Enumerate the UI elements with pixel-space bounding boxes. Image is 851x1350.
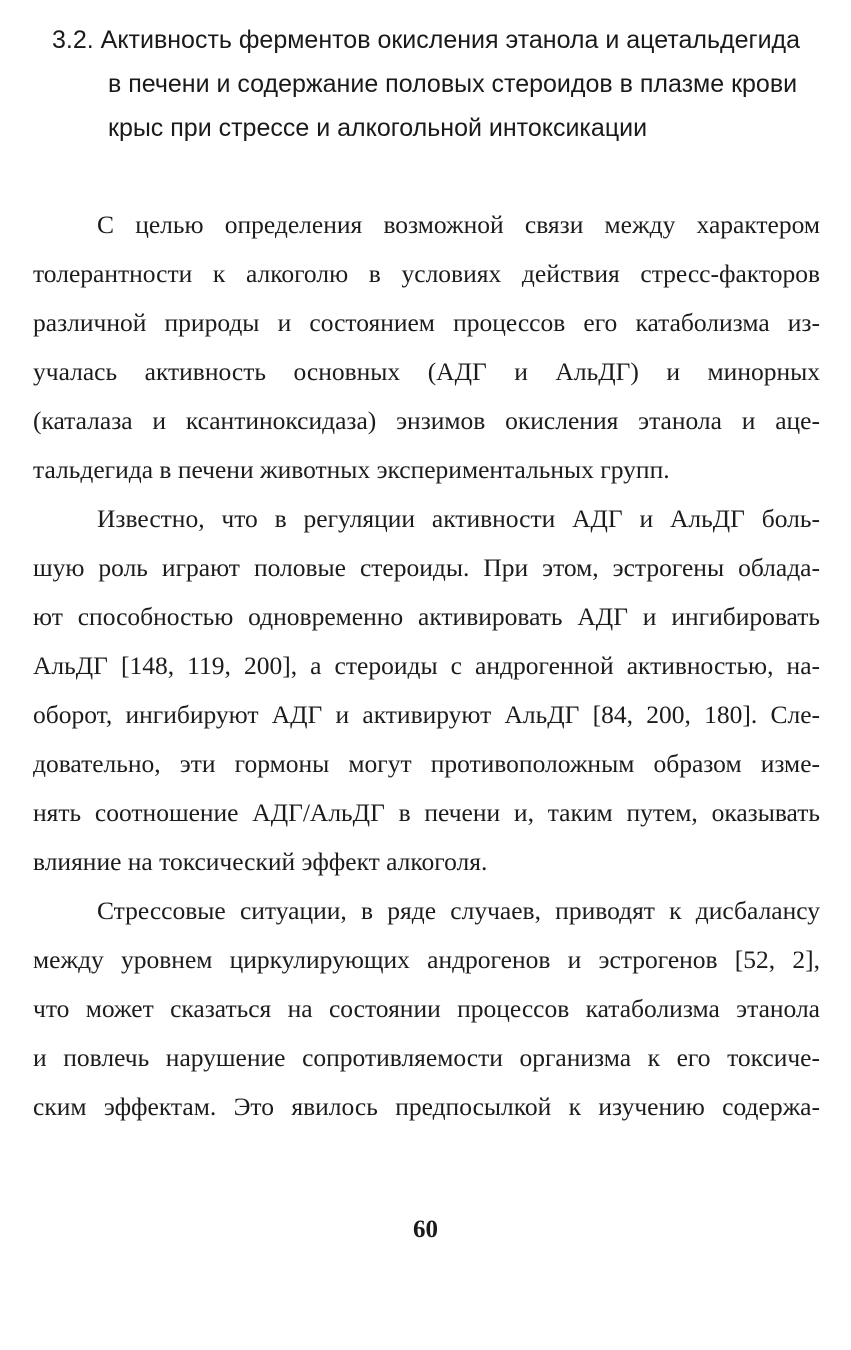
section-heading-line: крыс при стрессе и алкогольной интоксикации — [108, 114, 648, 142]
page-number: 60 — [413, 1216, 438, 1243]
paragraph-sex-steroids — [33, 494, 820, 886]
text-line: ют способностью одновременно активировать АДГ и ингибировать — [33, 602, 820, 631]
text-line: нять соотношение АДГ/АльДГ в печени и, таким путем, оказывать — [33, 798, 820, 827]
text-line: различной природы и состоянием процессов его катаболизма из- — [33, 308, 820, 337]
text-line: ским эффектам. Это явилось предпосылкой к изучению содержа- — [33, 1092, 820, 1121]
section-heading — [40, 18, 830, 150]
paragraph-tolerance-study — [33, 200, 820, 494]
paragraph-stress-situations — [33, 886, 820, 1131]
section-heading-line: в печени и содержание половых стероидов в плазме крови — [108, 70, 798, 98]
text-line: влияние на токсический эффект алкоголя. — [33, 847, 488, 876]
text-line: АльДГ [148, 119, 200], а стероиды с андрогенной активностью, на- — [33, 651, 820, 680]
text-line: оборот, ингибируют АДГ и активируют АльДГ [84, 200, 180]. Сле- — [33, 700, 820, 729]
text-line: (каталаза и ксантиноксидаза) энзимов окисления этанола и аце- — [33, 406, 820, 435]
text-line: С целью определения возможной связи между характером — [97, 210, 820, 239]
text-line: довательно, эти гормоны могут противоположным образом изме- — [33, 749, 820, 778]
text-line: и повлечь нарушение сопротивляемости организма к его токсиче- — [33, 1043, 820, 1072]
section-heading-line: 3.2. Активность ферментов окисления этанола и ацетальдегида — [52, 26, 801, 54]
text-line: Известно, что в регуляции активности АДГ и АльДГ боль- — [97, 504, 820, 533]
text-line: толерантности к алкоголю в условиях действия стресс-факторов — [33, 259, 820, 288]
text-line: тальдегида в печени животных экспериментальных групп. — [33, 455, 670, 484]
text-line: шую роль играют половые стероиды. При этом, эстрогены облада- — [33, 553, 820, 582]
body-text — [33, 200, 820, 1131]
text-line: учалась активность основных (АДГ и АльДГ) и минорных — [33, 357, 820, 386]
text-line: что может сказаться на состоянии процессов катаболизма этанола — [33, 994, 820, 1023]
text-line: Стрессовые ситуации, в ряде случаев, приводят к дисбалансу — [97, 896, 820, 925]
text-line: между уровнем циркулирующих андрогенов и эстрогенов [52, 2], — [33, 945, 820, 974]
